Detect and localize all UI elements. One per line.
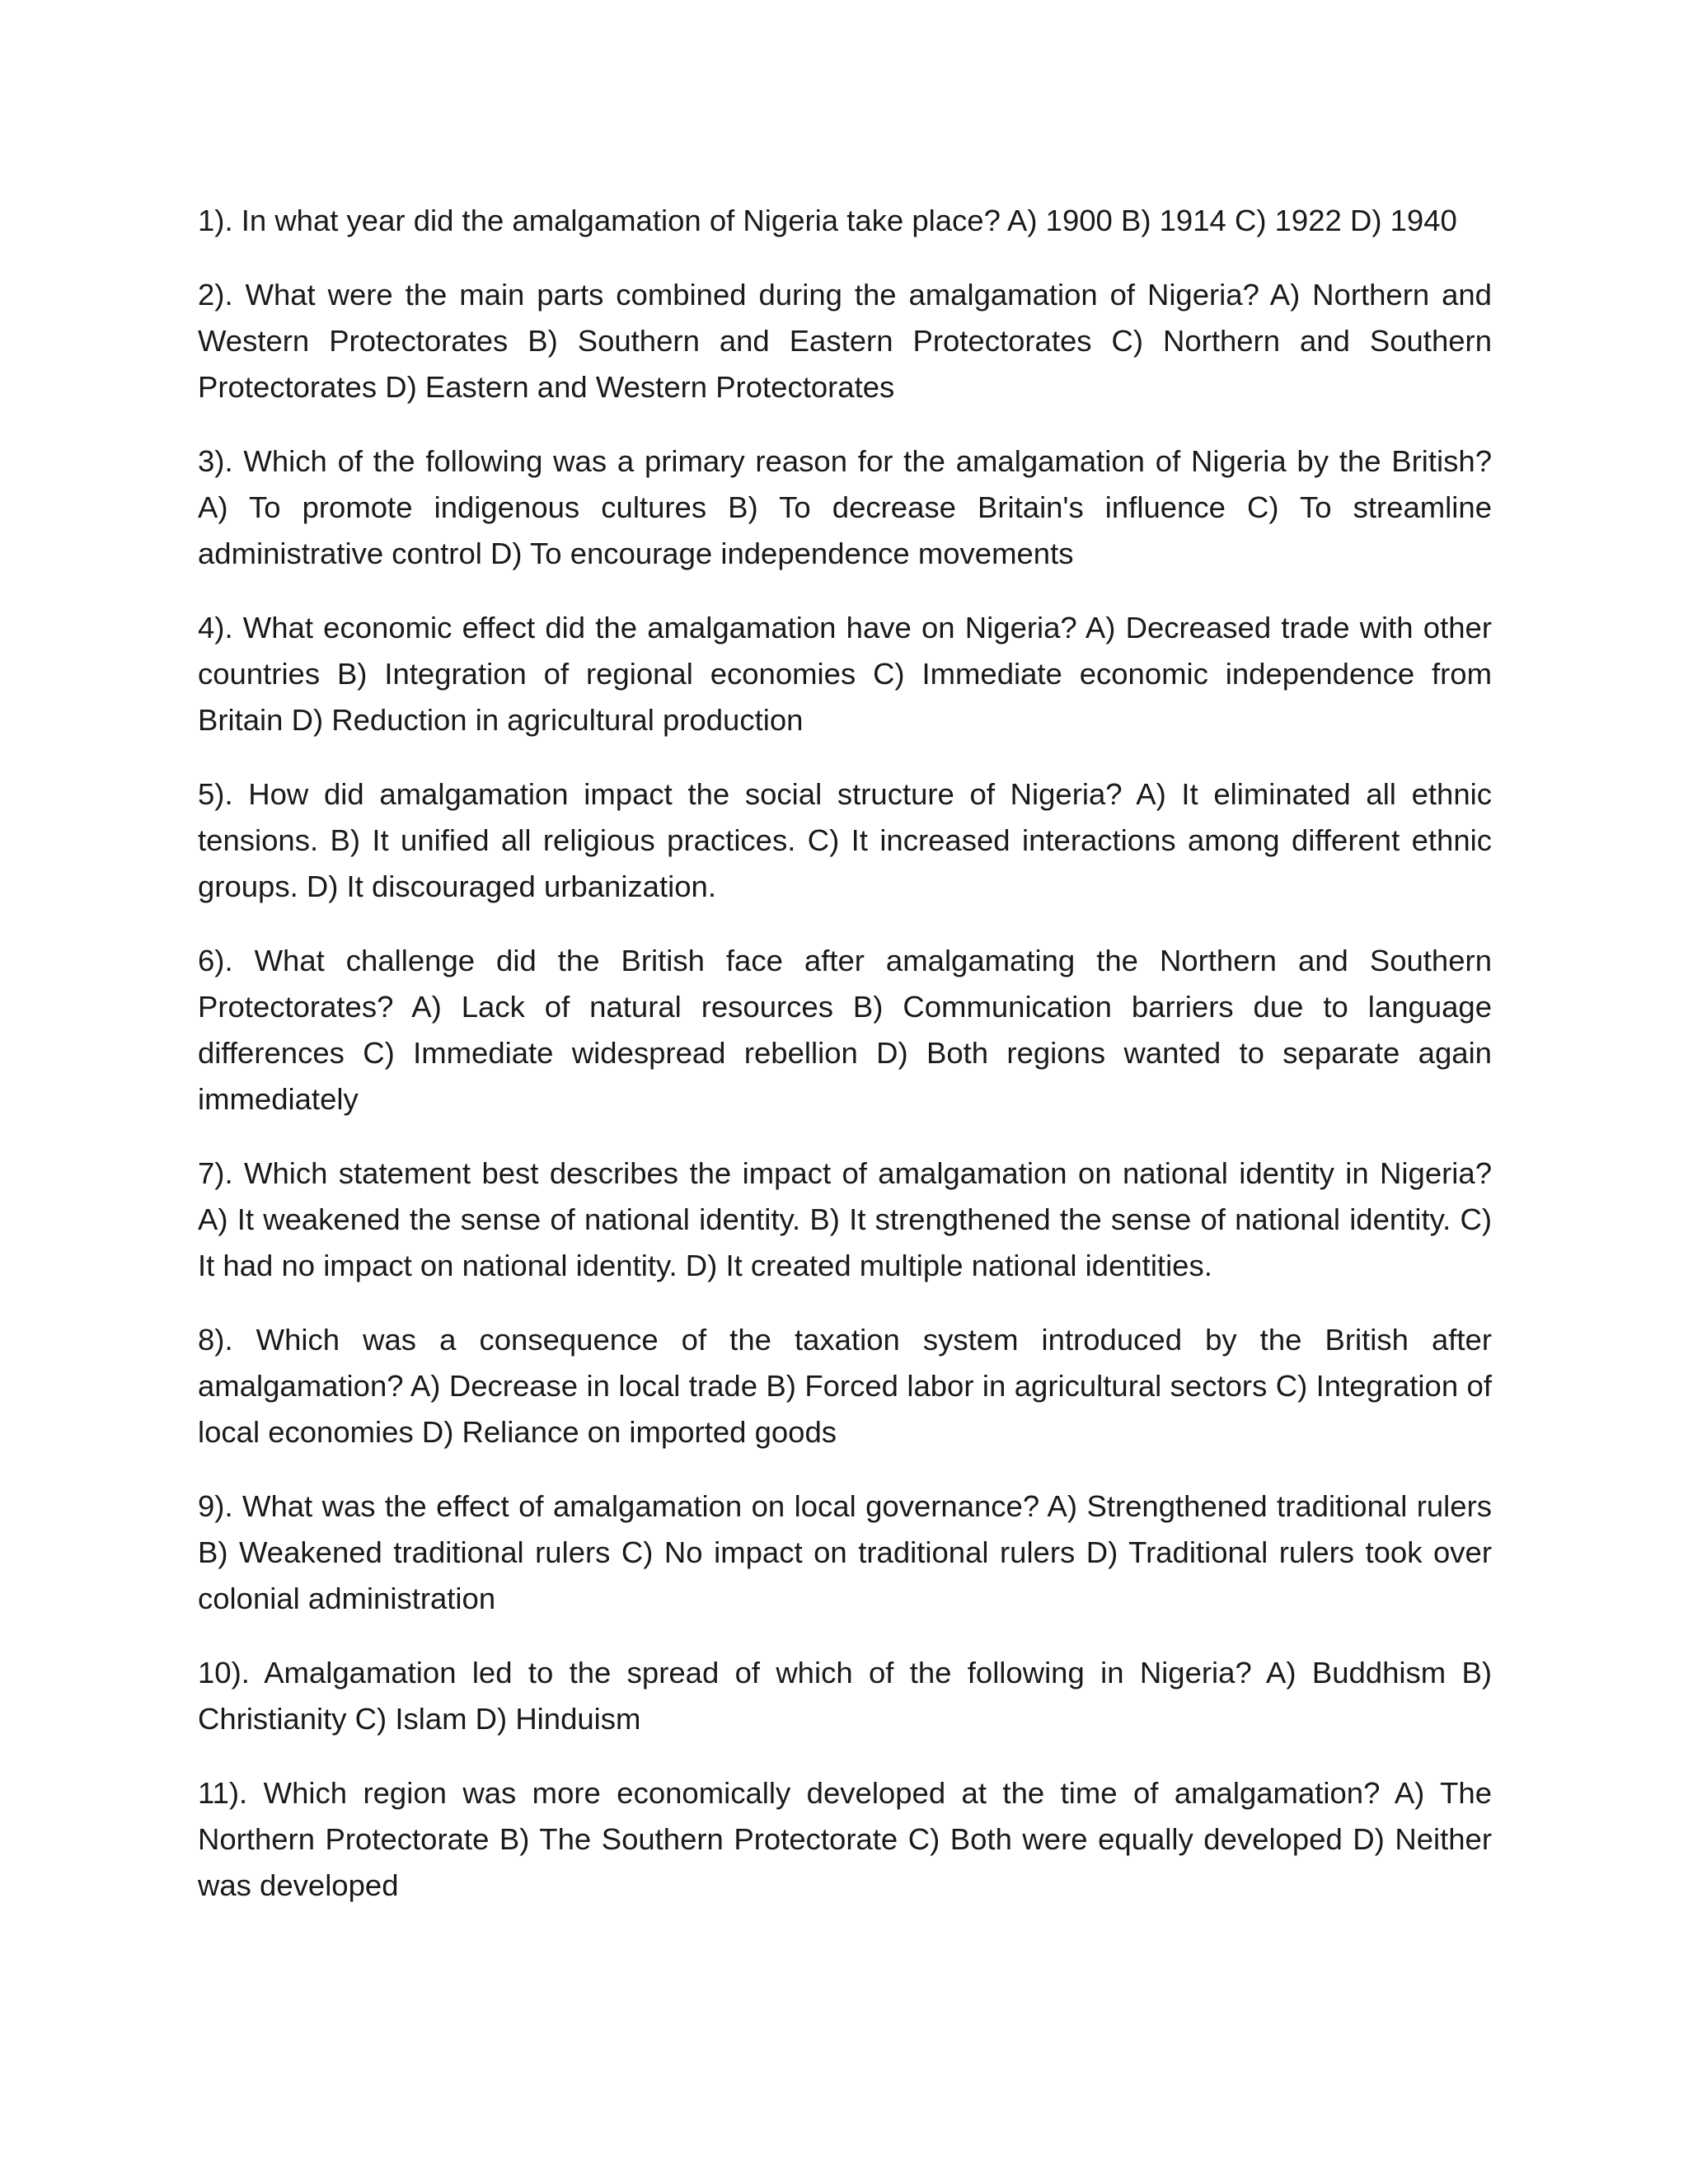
question-3: 3). Which of the following was a primary reason for the amalgamation of Nigeria by the British? A) To promote indigenous cultures B) To decrease Britain's influence C) To streamline administrative control D) To encourage independence movements [198, 444, 1492, 570]
question-11: 11). Which region was more economically developed at the time of amalgamation? A) The Northern Protectorate B) The Southern Protectorate C) Both were equally developed D) Neither was developed [198, 1776, 1492, 1902]
question-4: 4). What economic effect did the amalgamation have on Nigeria? A) Decreased trade with other countries B) Integration of regional economies C) Immediate economic independence from Britain D) Reduction in agricultural production [198, 611, 1492, 737]
question-10: 10). Amalgamation led to the spread of which of the following in Nigeria? A) Buddhism B) Christianity C) Islam D) Hinduism [198, 1656, 1492, 1736]
question-8: 8). Which was a consequence of the taxation system introduced by the British after amalgamation? A) Decrease in local trade B) Forced labor in agricultural sectors C) Integration of local economies D) Reliance on imported goods [198, 1323, 1492, 1449]
question-1: 1). In what year did the amalgamation of Nigeria take place? A) 1900 B) 1914 C) 1922 D) 1940 [198, 204, 1457, 237]
question-9: 9). What was the effect of amalgamation on local governance? A) Strengthened traditional rulers B) Weakened traditional rulers C) No impact on traditional rulers D) Traditional rulers took over colonial administration [198, 1489, 1492, 1615]
question-7: 7). Which statement best describes the impact of amalgamation on national identity in Nigeria? A) It weakened the sense of national identity. B) It strengthened the sense of national identity. C) It had no impact on national identity. D) It created multiple national identities. [198, 1156, 1492, 1282]
document-page [198, 198, 1492, 1937]
question-5: 5). How did amalgamation impact the social structure of Nigeria? A) It eliminated all ethnic tensions. B) It unified all religious practices. C) It increased interactions among different ethnic groups. D) It discouraged urbanization. [198, 777, 1492, 903]
question-2: 2). What were the main parts combined during the amalgamation of Nigeria? A) Northern and Western Protectorates B) Southern and Eastern Protectorates C) Northern and Southern Protectorates D) Eastern and Western Protectorates [198, 278, 1492, 404]
question-6: 6). What challenge did the British face after amalgamating the Northern and Southern Protectorates? A) Lack of natural resources B) Communication barriers due to language differences C) Immediate widespread rebellion D) Both regions wanted to separate again immediately [198, 944, 1492, 1116]
